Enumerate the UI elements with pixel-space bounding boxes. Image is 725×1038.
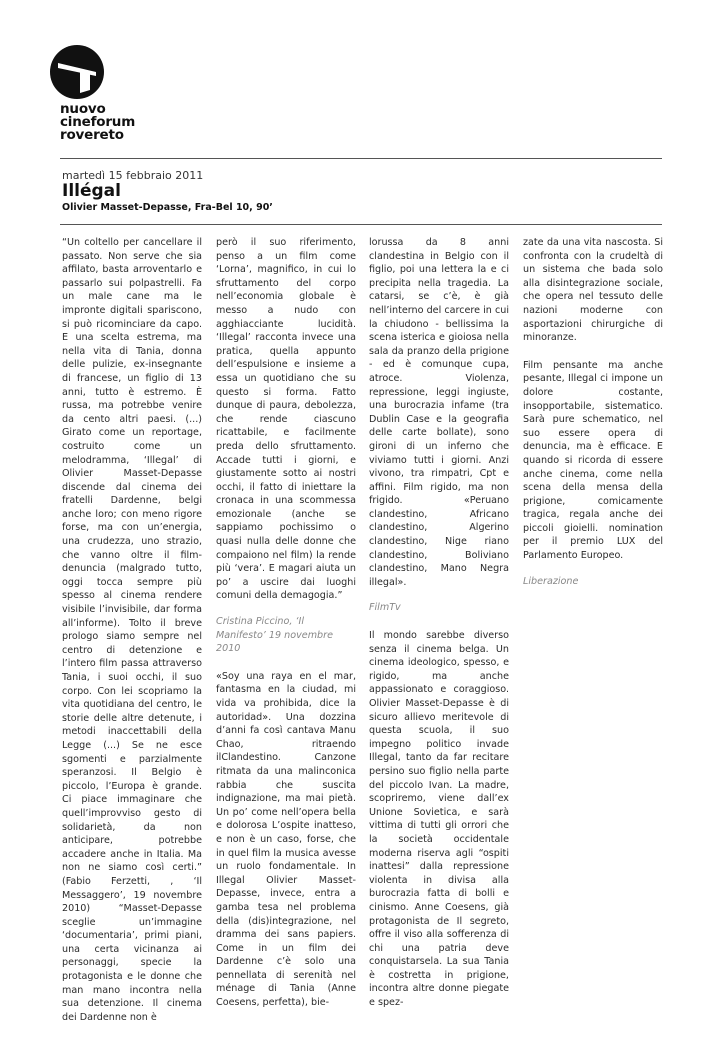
column-2 bbox=[216, 236, 356, 1024]
brand-wordmark bbox=[60, 103, 135, 142]
brand-line-3: rovereto bbox=[60, 127, 124, 143]
screening-date: martedì 15 febbraio 2011 bbox=[62, 169, 204, 182]
column-3 bbox=[369, 236, 509, 1024]
review-paragraph: però il suo riferimento, penso a un film come ‘Lorna’, magnifico, in cui lo sfruttamento del corpo nell’economia globale è messo a nudo con agghiacciante lucidità. ‘Illegal’ racconta invece una pratica, quella appunto dell’espulsione e insieme a essa un quotidiano che su questo si forma. Fatto dunque di paura, debolezza, che rende ciascuno ricattabile, e facilmente preda dello sfruttamento. Accade tutti i giorni, e giustamente sotto ai nostri occhi, il fatto di iniettare la cronaca in una scommessa emozionale (anche se sappiamo pochissimo o quasi nulla delle donne che compaiono nel film) la rende più ‘vera’. E magari aiuta un po’ a uscire dai luoghi comuni della demagogia.” bbox=[216, 237, 356, 602]
film-title: Illégal bbox=[62, 181, 121, 201]
film-credits: Olivier Masset-Depasse, Fra-Bel 10, 90’ bbox=[62, 202, 273, 213]
citation-source: Liberazione bbox=[523, 575, 579, 587]
header-divider bbox=[60, 158, 662, 159]
review-paragraph: zate da una vita nascosta. Si confronta con la crudeltà di un sistema che bada solo alla disintegrazione sociale, che opera nel tessuto delle nazioni moderne con asportazioni chirurgiche di minoranze. bbox=[523, 237, 663, 344]
review-paragraph: “Un coltello per cancellare il passato. Non serve che sia affilato, basta arroventarlo e passarlo sui polpastrelli. Fa un male cane ma le impronte digitali spariscono, si può ricominciare da capo. E una scelta estrema, ma nella vita di Tania, donna delle pulizie, ex-insegnante di francese, un figlio di 13 anni, tutto è estremo. È russa, ma potrebbe venire da cento altri paesi. (...) Girato come un reportage, costruito come un melodramma, ‘Illegal’ di Olivier Masset-Depasse discende dal cinema dei fratelli Dardenne, belgi anche loro; con meno rigore forse, ma con un’energia, una crudezza, uno strazio, che vanno oltre il film-denuncia (malgrado tutto, oggi tocca sempre più spesso al cinema rendere visibile l’invisibile, dar forma all’informe). Tolto il breve prologo siamo sempre nel centro di detenzione e l’intero film passa attraverso Tania, i suoi occhi, il suo corpo. Con lei scopriamo la vita quotidiana del centro, le storie delle altre detenute, i metodi inaccettabili della Legge (...) Se ne esce sgomenti e parzialmente speranzosi. Il Belgio è piccolo, l’Europa è grande. Ci piace immaginare che quell’improvviso gesto di solidarietà, da non anticipare, potrebbe accadere anche in Italia. Ma non ne siamo così certi.” (Fabio Ferzetti, , ‘Il Messaggero’, 19 novembre 2010) “Masset-Depasse sceglie un’immagine ‘documentaria’, primi piani, una certa vicinanza ai personaggi, specie la protagonista e le donne che man mano incontra nella sua detenzione. Il cinema dei Dardenne non è bbox=[62, 237, 202, 1023]
review-paragraph: Film pensante ma anche pesante, Illegal ci impone un dolore costante, insopportabile, sistematico. Sarà pure schematico, nel suo essere opera di denuncia, ma è efficace. E quando si ricorda di essere anche cinema, come nella scena della mensa della prigione, comicamente tragica, regala anche dei piccoli gioielli. nomination per il premio LUX del Parlamento Europeo. bbox=[523, 359, 663, 562]
brand-line-2: cineforum bbox=[60, 114, 136, 130]
review-paragraph: «Soy una raya en el mar, fantasma en la ciudad, mi vida va prohibida, dice la autoridad». Una dozzina d’anni fa così cantava Manu Chao, ritraendo ilClandestino. Canzone ritmata da una malinconica rabbia che suscita indignazione, ma mai pietà. Un po’ come nell’opera bella e dolorosa L’ospite inatteso, e non è un caso, forse, che in quel film la musica avesse un ruolo fondamentale. In Illegal Olivier Masset-Depasse, invece, entra a gamba tesa nel problema della (dis)integrazione, nel dramma dei sans papiers. Come in un film dei Dardenne c’è solo una pennellata di serenità nel ménage di Tania (Anne Coesens, perfetta), bie- bbox=[216, 670, 356, 1009]
column-4 bbox=[523, 236, 663, 602]
title-divider bbox=[60, 224, 662, 225]
review-paragraph: lorussa da 8 anni clandestina in Belgio con il figlio, poi una lettera la e ci precipita nella tragedia. La catarsi, se c’è, è già nell’interno del carcere in cui la chiudono - bellissima la scena isterica e gioiosa nella sala da pranzo della prigione - ed è comunque cupa, atroce. Violenza, repressione, leggi ingiuste, una burocrazia infame (tra Dublin Case e la geografia delle carte bollate), sono gironi di un inferno che viviamo tutti i giorni. Anzi vivono, tra rimpatri, Cpt e affini. Film rigido, ma non frigido. «Peruano clandestino, Africano clandestino, Algerino clandestino, Nige riano clandestino, Boliviano clandestino, Mano Negra illegal». bbox=[369, 237, 509, 588]
column-1 bbox=[62, 236, 202, 1038]
review-paragraph: Il mondo sarebbe diverso senza il cinema belga. Un cinema ideologico, spesso, e rigido, ma anche appassionato e coraggioso. Olivier Masset-Depasse è di sicuro allievo meritevole di questa scuola, il suo impegno politico invade Illegal, tanto da far recitare persino suo figlio nella parte del piccolo Ivan. La madre, scopriremo, viene dall’ex Unione Sovietica, e sarà vittima di tutti gli orrori che la società occidentale moderna riserva agli “ospiti inattesi” dalla repressione violenta in divisa alla burocrazia fatta di bolli e cinismo. Anne Coesens, già protagonista de Il segreto, offre il viso alla sofferenza di chi una patria deve conquistarsela. La sua Tania è costretta in prigione, incontra altre donne piegate e spez- bbox=[369, 630, 509, 1009]
citation-source: FilmTv bbox=[369, 602, 401, 614]
citation-source: Cristina Piccino, ‘Il Manifesto’ 19 novembre 2010 bbox=[216, 616, 333, 655]
brand-line-1: nuovo bbox=[60, 101, 106, 117]
cineforum-logo-icon bbox=[50, 45, 104, 99]
